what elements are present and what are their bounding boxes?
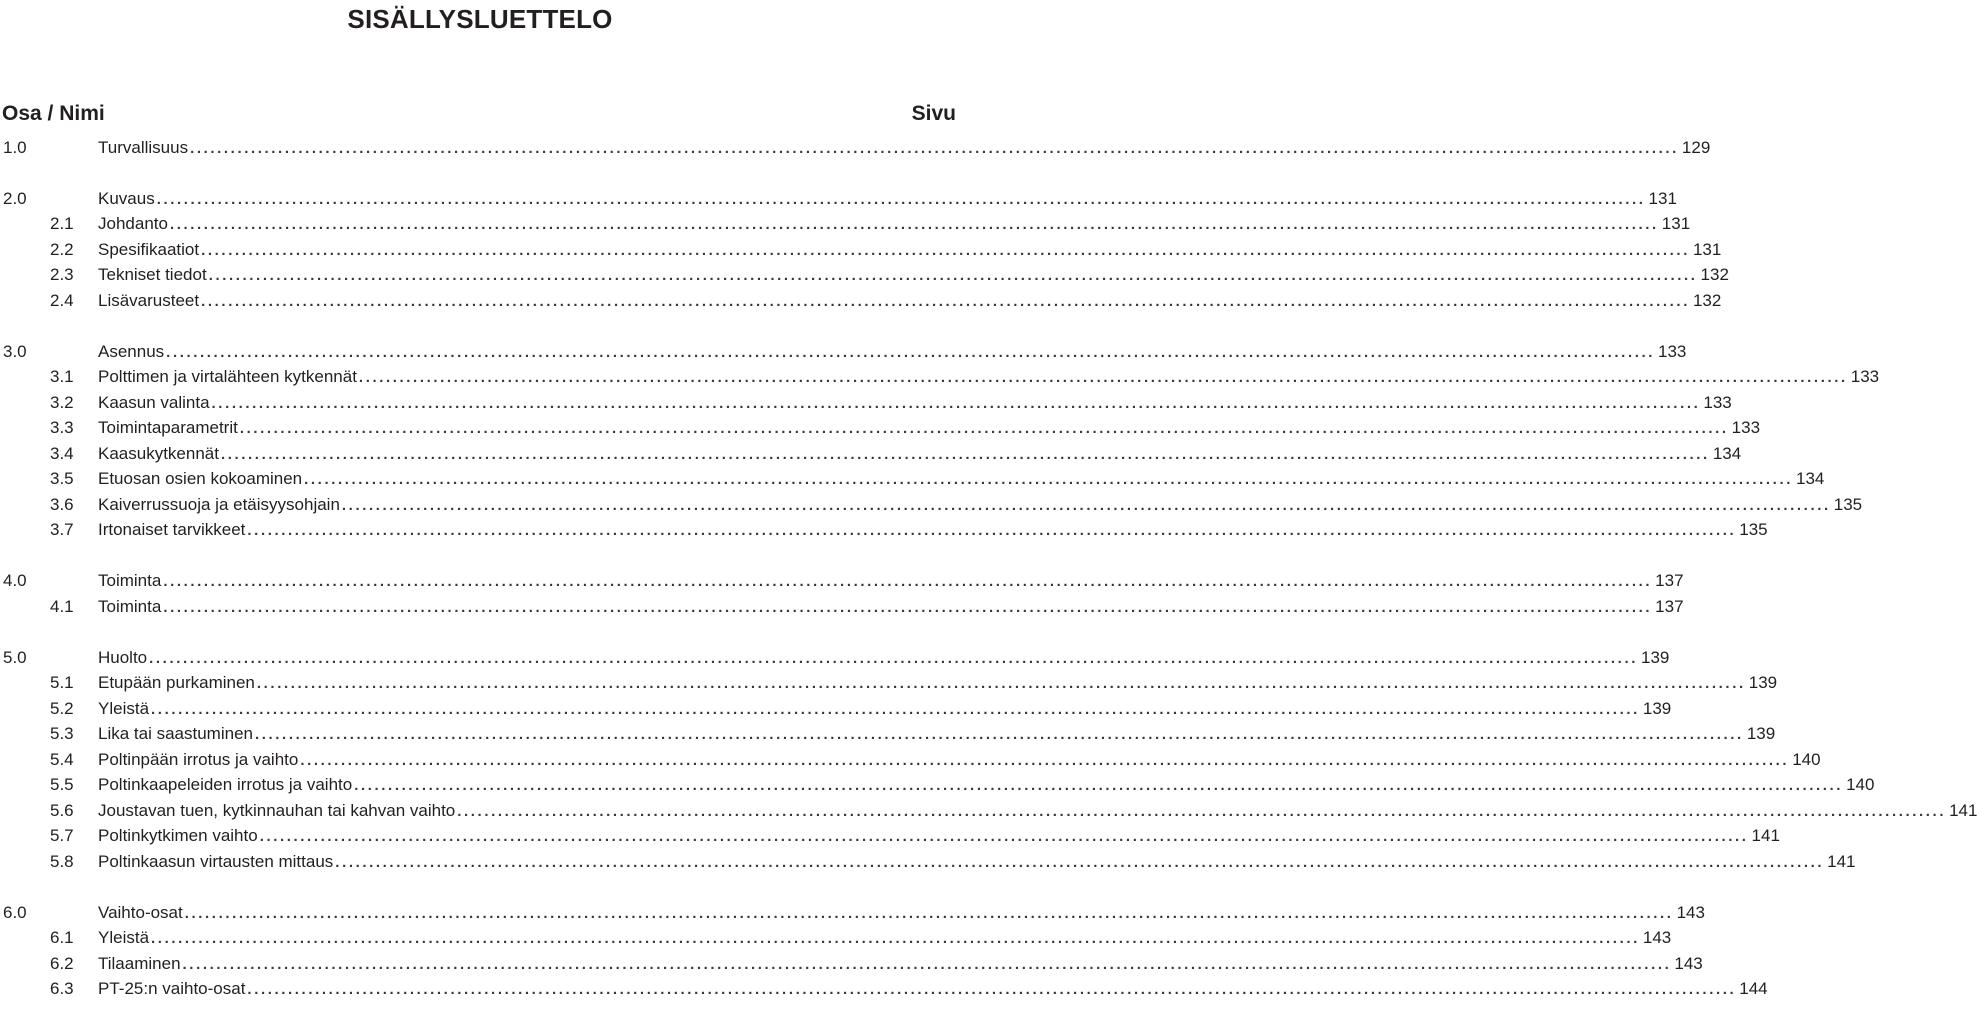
toc-entry-title: Asennus bbox=[98, 341, 165, 361]
dot-leader: ............................................................................................................................................................................................................................ bbox=[169, 216, 1659, 234]
toc-entry[interactable] bbox=[0, 339, 1687, 365]
dot-leader: ............................................................................................................................................................................................................................ bbox=[341, 496, 1831, 514]
dot-leader: ............................................................................................................................................................................................................................ bbox=[163, 573, 1653, 591]
dot-leader: ............................................................................................................................................................................................................................ bbox=[166, 343, 1656, 361]
dot-leader: ............................................................................................................................................................................................................................ bbox=[247, 522, 1737, 540]
dot-leader: ............................................................................................................................................................................................................................ bbox=[151, 700, 1640, 718]
dot-leader: ............................................................................................................................................................................................................................ bbox=[163, 598, 1653, 616]
toc-entry-number: 2.0 bbox=[3, 188, 27, 208]
toc-subentry[interactable] bbox=[0, 926, 1672, 952]
toc-subentry[interactable] bbox=[0, 722, 1776, 748]
toc-entry-title: Etupään purkaminen bbox=[98, 673, 255, 693]
toc-entry-page: 131 bbox=[1648, 188, 1677, 208]
toc-subentry[interactable] bbox=[0, 798, 1977, 824]
toc-entry-title: Spesifikaatiot bbox=[98, 239, 200, 259]
toc-entry-number: 5.4 bbox=[50, 749, 74, 769]
toc-entry-page: 133 bbox=[1703, 392, 1732, 412]
toc-section bbox=[0, 339, 1880, 543]
toc-entry-number: 5.5 bbox=[50, 775, 74, 795]
toc-subentry[interactable] bbox=[0, 594, 1684, 620]
toc-entry-page: 131 bbox=[1661, 214, 1691, 234]
toc-entry-page: 139 bbox=[1640, 647, 1670, 667]
toc-entry-number: 2.3 bbox=[50, 265, 74, 285]
toc-subentry[interactable] bbox=[0, 696, 1672, 722]
toc-entry-title: Yleistä bbox=[98, 698, 150, 718]
toc-entry[interactable] bbox=[0, 569, 1684, 595]
dot-leader: ............................................................................................................................................................................................................................ bbox=[259, 828, 1749, 846]
toc-section bbox=[0, 645, 1977, 875]
column-header-part-name: Osa / Nimi bbox=[2, 102, 105, 125]
toc-entry-title: Kaiverrussuoja ja etäisyysohjain bbox=[98, 494, 340, 514]
toc-entry-title: Poltinpään irrotus ja vaihto bbox=[98, 749, 299, 769]
toc-entry-number: 2.1 bbox=[50, 214, 74, 234]
dot-leader: ............................................................................................................................................................................................................................ bbox=[335, 853, 1825, 871]
toc-entry-title: Kaasukytkennät bbox=[98, 443, 219, 463]
toc-subentry[interactable] bbox=[0, 747, 1821, 773]
toc-subentry[interactable] bbox=[0, 365, 1880, 391]
toc-section bbox=[0, 569, 1684, 620]
toc-entry-page: 137 bbox=[1655, 571, 1684, 591]
dot-leader: ............................................................................................................................................................................................................................ bbox=[156, 190, 1646, 208]
toc-section bbox=[0, 135, 1711, 161]
page-title: SISÄLLYSLUETTELO bbox=[347, 4, 613, 34]
toc-entry-number: 5.7 bbox=[50, 826, 74, 846]
toc-entry[interactable] bbox=[0, 186, 1677, 212]
toc-entry-number: 6.0 bbox=[3, 902, 27, 922]
toc-subentry[interactable] bbox=[0, 951, 1703, 977]
dot-leader: ............................................................................................................................................................................................................................ bbox=[201, 292, 1690, 310]
toc-entry-number: 2.4 bbox=[50, 290, 74, 310]
dot-leader: ............................................................................................................................................................................................................................ bbox=[300, 751, 1790, 769]
toc-entry-number: 3.0 bbox=[3, 341, 27, 361]
toc-subentry[interactable] bbox=[0, 849, 1856, 875]
dot-leader: ............................................................................................................................................................................................................................ bbox=[149, 649, 1638, 667]
toc-entry-page: 139 bbox=[1642, 698, 1672, 718]
toc-entry-title: Kuvaus bbox=[98, 188, 155, 208]
toc-entry-title: Joustavan tuen, kytkinnauhan tai kahvan vaihto bbox=[98, 800, 456, 820]
toc-entry-page: 132 bbox=[1692, 290, 1722, 310]
dot-leader: ............................................................................................................................................................................................................................ bbox=[254, 726, 1744, 744]
toc-entry-title: Toiminta bbox=[98, 571, 162, 591]
toc-entry-title: Vaihto-osat bbox=[98, 902, 183, 922]
toc-entry-title: Lika tai saastuminen bbox=[98, 724, 253, 744]
dot-leader: ............................................................................................................................................................................................................................ bbox=[182, 955, 1672, 973]
toc-entry-page: 139 bbox=[1746, 724, 1776, 744]
toc-subentry[interactable] bbox=[0, 824, 1780, 850]
toc-subentry[interactable] bbox=[0, 671, 1778, 697]
toc-subentry[interactable] bbox=[0, 977, 1768, 1003]
toc-entry-number: 6.2 bbox=[50, 953, 74, 973]
dot-leader: ............................................................................................................................................................................................................................ bbox=[208, 267, 1698, 285]
toc-subentry[interactable] bbox=[0, 518, 1768, 544]
toc-subentry[interactable] bbox=[0, 492, 1863, 518]
toc-entry-number: 4.0 bbox=[3, 571, 27, 591]
dot-leader: ............................................................................................................................................................................................................................ bbox=[358, 369, 1848, 387]
toc-entry-number: 6.1 bbox=[50, 928, 74, 948]
dot-leader: ............................................................................................................................................................................................................................ bbox=[151, 930, 1640, 948]
dot-leader: ............................................................................................................................................................................................................................ bbox=[211, 394, 1701, 412]
column-header bbox=[2, 102, 956, 128]
toc-entry[interactable] bbox=[0, 900, 1705, 926]
toc-entry-number: 6.3 bbox=[50, 979, 74, 999]
toc-entry[interactable] bbox=[0, 645, 1670, 671]
toc-entry-title: Kaasun valinta bbox=[98, 392, 210, 412]
toc-entry-number: 5.0 bbox=[3, 647, 27, 667]
toc-entry-title: Lisävarusteet bbox=[98, 290, 200, 310]
toc-entry-title: Tilaaminen bbox=[98, 953, 181, 973]
dot-leader: ............................................................................................................................................................................................................................ bbox=[201, 241, 1690, 259]
toc-entry-page: 144 bbox=[1739, 979, 1768, 999]
toc-entry-page: 133 bbox=[1658, 341, 1687, 361]
toc-section bbox=[0, 900, 1768, 1002]
toc-entry-number: 3.2 bbox=[50, 392, 74, 412]
toc-entry-title: Poltinkaapeleiden irrotus ja vaihto bbox=[98, 775, 353, 795]
toc-entry-number: 4.1 bbox=[50, 596, 74, 616]
toc-entry-page: 132 bbox=[1700, 265, 1729, 285]
toc-entry-page: 141 bbox=[1827, 851, 1856, 871]
toc-entry-number: 3.5 bbox=[50, 469, 74, 489]
toc-entry-number: 5.8 bbox=[50, 851, 74, 871]
toc-entry-number: 1.0 bbox=[3, 137, 27, 157]
toc-entry-title: Huolto bbox=[98, 647, 148, 667]
toc-entry-title: Tekniset tiedot bbox=[98, 265, 207, 285]
toc-entry-page: 135 bbox=[1739, 520, 1768, 540]
toc-entry-page: 134 bbox=[1795, 469, 1825, 489]
toc-subentry[interactable] bbox=[0, 773, 1875, 799]
toc-entry-page: 143 bbox=[1642, 928, 1672, 948]
toc-entry-title: PT-25:n vaihto-osat bbox=[98, 979, 246, 999]
toc-entry-number: 3.4 bbox=[50, 443, 74, 463]
toc-entry-number: 5.2 bbox=[50, 698, 74, 718]
toc-entry-number: 5.3 bbox=[50, 724, 74, 744]
dot-leader: ............................................................................................................................................................................................................................ bbox=[239, 420, 1729, 438]
toc-entry-title: Toiminta bbox=[98, 596, 162, 616]
toc-entry-title: Johdanto bbox=[98, 214, 168, 234]
toc-entry-number: 3.6 bbox=[50, 494, 74, 514]
dot-leader: ............................................................................................................................................................................................................................ bbox=[220, 445, 1710, 463]
dot-leader: ............................................................................................................................................................................................................................ bbox=[184, 904, 1674, 922]
toc-entry-page: 141 bbox=[1949, 800, 1977, 820]
dot-leader: ............................................................................................................................................................................................................................ bbox=[190, 139, 1679, 157]
toc-subentry[interactable] bbox=[0, 212, 1691, 238]
dot-leader: ............................................................................................................................................................................................................................ bbox=[457, 802, 1947, 820]
toc-entry-page: 134 bbox=[1712, 443, 1742, 463]
toc-entry-page: 139 bbox=[1748, 673, 1778, 693]
toc-subentry[interactable] bbox=[0, 467, 1825, 493]
toc-entry-page: 133 bbox=[1850, 367, 1880, 387]
toc-entry-number: 5.1 bbox=[50, 673, 74, 693]
toc-entry-page: 129 bbox=[1681, 137, 1711, 157]
toc-subentry[interactable] bbox=[0, 237, 1722, 263]
toc-entry-number: 5.6 bbox=[50, 800, 74, 820]
toc-entry-title: Poltinkytkimen vaihto bbox=[98, 826, 258, 846]
toc-section bbox=[0, 186, 1729, 314]
dot-leader: ............................................................................................................................................................................................................................ bbox=[256, 675, 1746, 693]
toc-entry-title: Polttimen ja virtalähteen kytkennät bbox=[98, 367, 357, 387]
toc-entry-page: 143 bbox=[1676, 902, 1705, 922]
toc-subentry[interactable] bbox=[0, 416, 1761, 442]
toc-entry-title: Etuosan osien kokoaminen bbox=[98, 469, 303, 489]
toc-entry-page: 133 bbox=[1731, 418, 1761, 438]
toc-entry-page: 140 bbox=[1846, 775, 1875, 795]
toc-subentry[interactable] bbox=[0, 390, 1732, 416]
dot-leader: ............................................................................................................................................................................................................................ bbox=[247, 981, 1737, 999]
toc-entry-title: Yleistä bbox=[98, 928, 150, 948]
dot-leader: ............................................................................................................................................................................................................................ bbox=[304, 471, 1793, 489]
toc-entry-number: 3.3 bbox=[50, 418, 74, 438]
toc-entry-title: Toimintaparametrit bbox=[98, 418, 238, 438]
toc-subentry[interactable] bbox=[0, 288, 1722, 314]
table-of-contents bbox=[0, 135, 1977, 1028]
toc-entry-number: 3.1 bbox=[50, 367, 74, 387]
toc-entry-page: 131 bbox=[1692, 239, 1722, 259]
column-header-page: Sivu bbox=[911, 102, 956, 125]
toc-entry-page: 137 bbox=[1655, 596, 1684, 616]
toc-entry-page: 135 bbox=[1833, 494, 1863, 514]
toc-entry-title: Turvallisuus bbox=[98, 137, 189, 157]
dot-leader: ............................................................................................................................................................................................................................ bbox=[354, 777, 1844, 795]
toc-entry-number: 2.2 bbox=[50, 239, 74, 259]
toc-entry-title: Poltinkaasun virtausten mittaus bbox=[98, 851, 334, 871]
toc-entry-title: Irtonaiset tarvikkeet bbox=[98, 520, 246, 540]
toc-entry-number: 3.7 bbox=[50, 520, 74, 540]
toc-entry-page: 140 bbox=[1792, 749, 1821, 769]
toc-entry-page: 143 bbox=[1674, 953, 1703, 973]
toc-entry[interactable] bbox=[0, 135, 1711, 161]
toc-subentry[interactable] bbox=[0, 263, 1729, 289]
toc-entry-page: 141 bbox=[1751, 826, 1780, 846]
toc-subentry[interactable] bbox=[0, 441, 1742, 467]
